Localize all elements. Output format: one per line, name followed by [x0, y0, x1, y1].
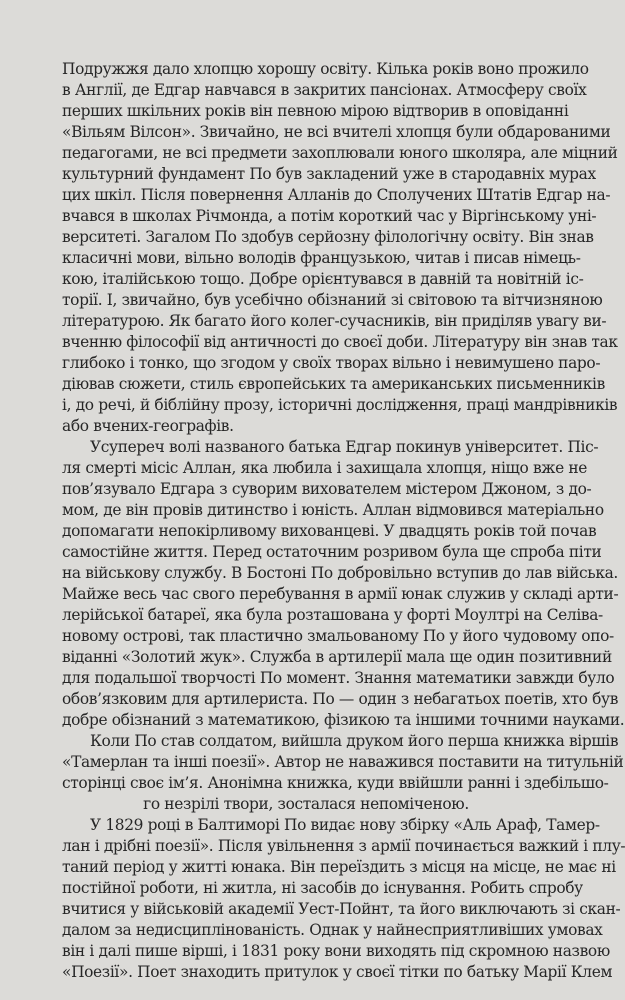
text-line: літературою. Як багато його колег-сучасників, він приділяв увагу ви- — [62, 312, 607, 330]
text-line: вчитися у військовій академії Уест-Пойнт, та його виключають зі скан- — [62, 900, 621, 918]
text-line: діював сюжети, стиль європейських та американських письменників — [62, 375, 605, 393]
paragraph-end-line: або вчених-географів. — [62, 417, 234, 435]
text-line: Майже весь час свого перебування в армії юнак служив у складі арти- — [62, 585, 619, 603]
paragraph-start-line: Коли По став солдатом, вийшла друком його перша книжка віршів — [90, 732, 619, 750]
text-line: торії. І, звичайно, був усебічно обізнаний зі світовою та вітчизняною — [62, 291, 603, 309]
text-line: педагогами, не всі предмети захоплювали юного школяра, але міцний — [62, 144, 618, 162]
text-line: обов’язковим для артилериста. По — один з небагатьох поетів, хто був — [62, 690, 619, 708]
text-line: перших шкільних років він певною мірою відтворив в оповіданні — [62, 102, 569, 120]
text-line: і, до речі, й біблійну прозу, історичні дослідження, праці мандрівників — [62, 396, 618, 414]
text-line: далом за недисциплінованість. Однак у найнесприятливіших умовах — [62, 921, 603, 939]
paragraph-end-line: добре обізнаний з математикою, фізикою та іншими точними науками. — [62, 711, 625, 729]
text-line: «Вільям Вілсон». Звичайно, не всі вчителі хлопця були обдарованими — [62, 123, 611, 141]
text-line: кою, італійською тощо. Добре орієнтувався в давній та новітній іс- — [62, 270, 584, 288]
paragraph-start-line: У 1829 році в Балтиморі По видає нову збірку «Аль Араф, Тамер- — [90, 816, 600, 834]
text-line: лан і дрібні поезії». Після увільнення з армії починається важкий і плу- — [62, 837, 625, 855]
text-line: допомагати непокірливому вихованцеві. У двадцять років той почав — [62, 522, 597, 540]
text-line: верситеті. Загалом По здобув серйозну філологічну освіту. Він знав — [62, 228, 594, 246]
text-line: ля смерті місіс Аллан, яка любила і захищала хлопця, ніщо вже не — [62, 459, 588, 477]
text-line: культурний фундамент По був закладений уже в стародавніх мурах — [62, 165, 596, 183]
text-line: лерійської батареї, яка була розташована у форті Моултрі на Селіва- — [62, 606, 603, 624]
text-line: вчався в школах Річмонда, а потім короткий час у Віргінському уні- — [62, 207, 597, 225]
text-line: самостійне життя. Перед остаточним розривом була ще спроба піти — [62, 543, 602, 561]
text-line: глибоко і тонко, що згодом у своїх творах вільно і невимушено паро- — [62, 354, 601, 372]
text-line: для подальшої творчості По момент. Знання математики завжди було — [62, 669, 615, 687]
paragraph-end-line: го незрілі твори, зосталася непоміченою. — [143, 795, 469, 813]
text-line: постійної роботи, ні житла, ні засобів до існування. Робить спробу — [62, 879, 583, 897]
text-line: вченню філософії від античності до своєї доби. Літературу він знав так — [62, 333, 618, 351]
text-line: цих шкіл. Після повернення Алланів до Сполучених Штатів Едгар на- — [62, 186, 611, 204]
text-line: Подружжя дало хлопцю хорошу освіту. Кілька років воно прожило — [62, 60, 589, 78]
text-line: віданні «Золотий жук». Служба в артилерії мала ще один позитивний — [62, 648, 612, 666]
text-line: таний період у житті юнака. Він переїздить з місця на місце, не має ні — [62, 858, 616, 876]
text-line: сторінці своє ім’я. Анонімна книжка, куди ввійшли ранні і здебільшо- — [62, 774, 609, 792]
text-line: в Англії, де Едгар навчався в закритих пансіонах. Атмосферу своїх — [62, 81, 587, 99]
paragraph-start-line: Усупереч волі названого батька Едгар покинув університет. Піс- — [90, 438, 599, 456]
text-line: новому острові, так пластично змальованому По у його чудовому опо- — [62, 627, 614, 645]
text-line: пов’язувало Едгара з суворим вихователем містером Джоном, з до- — [62, 480, 592, 498]
text-line: «Тамерлан та інші поезії». Автор не наважився поставити на титульній — [62, 753, 624, 771]
text-line: він і далі пише вірші, і 1831 року вони виходять під скромною назвою — [62, 942, 610, 960]
text-line: на військову службу. В Бостоні По добровільно вступив до лав війська. — [62, 564, 618, 582]
text-line: класичні мови, вільно володів французькою, читав і писав німець- — [62, 249, 581, 267]
text-line: «Поезії». Поет знаходить притулок у своєї тітки по батьку Марії Клем — [62, 963, 613, 981]
text-line: мом, де він провів дитинство і юність. Аллан відмовився матеріально — [62, 501, 604, 519]
